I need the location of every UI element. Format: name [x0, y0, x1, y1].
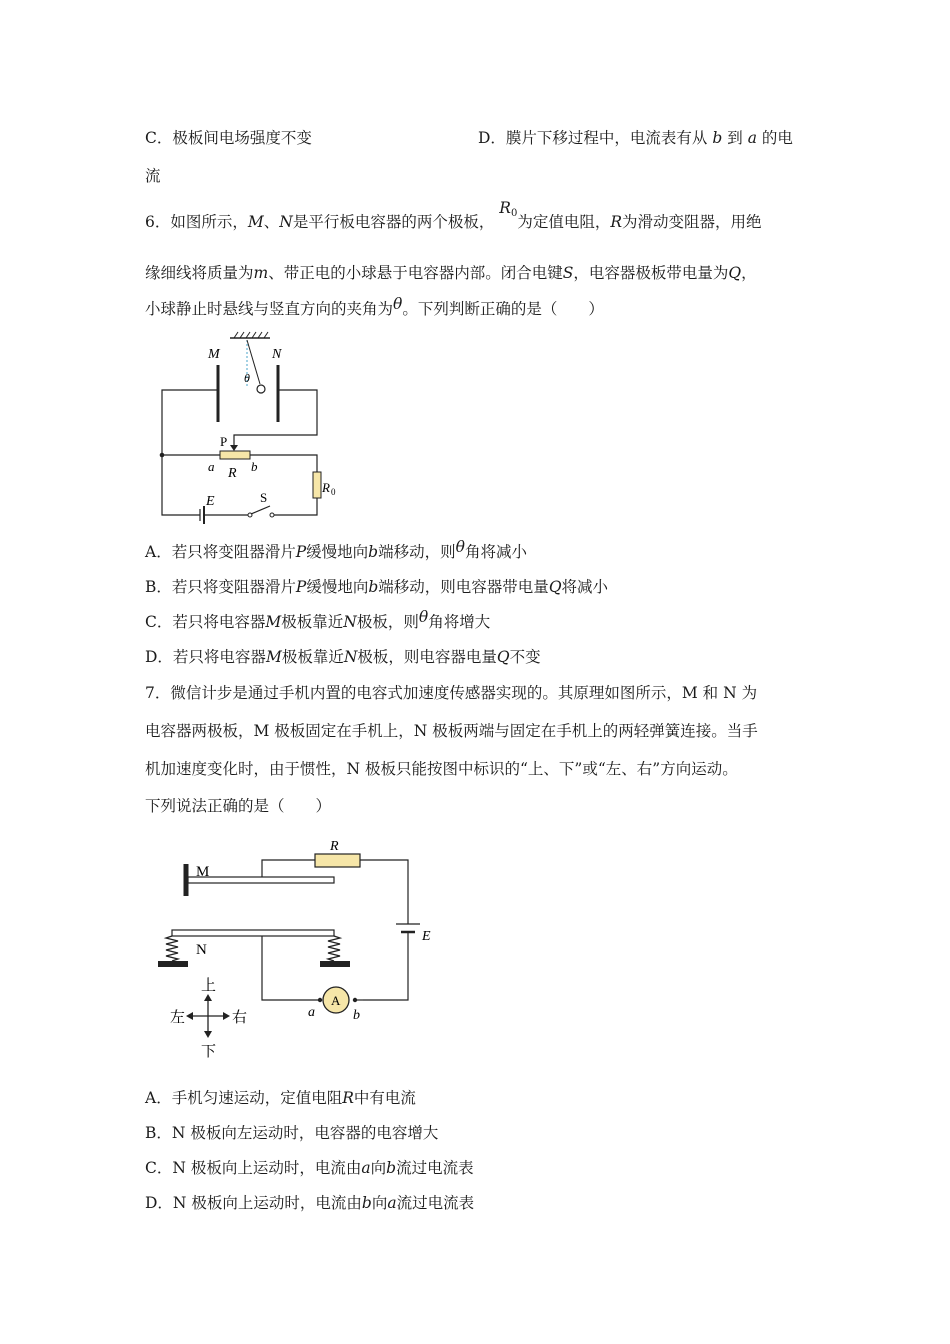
prev-option-c: C．极板间电场强度不变: [145, 129, 312, 147]
svg-text:R: R: [330, 839, 339, 854]
svg-text:R: R: [322, 480, 330, 495]
svg-text:下: 下: [201, 1044, 217, 1060]
svg-text:E: E: [206, 494, 215, 509]
q6-stem-line-2: 缘细线将质量为m、带正电的小球悬于电容器内部。闭合电键S，电容器极板带电量为Q，: [145, 264, 757, 282]
svg-text:E: E: [422, 929, 431, 944]
q7-stem-line-3: 机加速度变化时，由于惯性，N 极板只能按图中标识的“上、下”或“左、右”方向运动。: [145, 760, 738, 778]
svg-text:a: a: [308, 1005, 315, 1020]
q7-stem-line-2: 电容器两极板，M 极板固定在手机上，N 极板两端与固定在手机上的两轻弹簧连接。当手: [145, 722, 758, 740]
svg-text:M: M: [196, 864, 210, 880]
q7-sensor-diagram: [150, 832, 450, 1067]
svg-text:右: 右: [232, 1010, 248, 1026]
q7-option-c: C．N 极板向上运动时，电流由a向b流过电流表: [145, 1159, 474, 1177]
svg-text:上: 上: [201, 978, 217, 994]
svg-text:a: a: [208, 459, 215, 474]
svg-text:b: b: [251, 459, 258, 474]
q7-stem-line-1: 7．微信计步是通过手机内置的电容式加速度传感器实现的。其原理如图所示，M 和 N 为: [145, 684, 758, 702]
q6-stem-line-3: 小球静止时悬线与竖直方向的夹角为θ。下列判断正确的是（ ）: [145, 295, 604, 318]
q6-option-b: B．若只将变阻器滑片P缓慢地向b端移动，则电容器带电量Q将减小: [145, 578, 609, 596]
svg-text:R: R: [228, 466, 237, 481]
svg-text:0: 0: [331, 487, 336, 497]
svg-text:左: 左: [170, 1010, 186, 1026]
svg-text:N: N: [272, 347, 282, 362]
q6-r0-symbol: $R_0$: [499, 199, 518, 219]
q7-option-d: D．N 极板向上运动时，电流由b向a流过电流表: [145, 1194, 475, 1212]
svg-text:N: N: [196, 942, 207, 958]
prev-option-d: D．膜片下移过程中，电流表有从 b 到 a 的电: [478, 129, 793, 147]
svg-text:M: M: [208, 347, 220, 362]
q7-stem-line-4: 下列说法正确的是（ ）: [145, 797, 332, 815]
svg-text:P: P: [220, 434, 228, 449]
svg-text:b: b: [353, 1008, 360, 1023]
q7-option-b: B．N 极板向左运动时，电容器的电容增大: [145, 1124, 439, 1142]
svg-text:A: A: [331, 993, 341, 1008]
q7-option-a: A．手机匀速运动，定值电阻R中有电流: [145, 1089, 416, 1107]
q6-option-c: C．若只将电容器M极板靠近N极板，则θ角将增大: [145, 608, 491, 631]
q6-circuit-diagram: [150, 330, 350, 530]
q6-option-a: A．若只将变阻器滑片P缓慢地向b端移动，则θ角将减小: [145, 538, 527, 561]
svg-text:S: S: [260, 490, 268, 505]
q6-stem-line-1: 6．如图所示，M、N是平行板电容器的两个极板， $R_0$为定值电阻，R为滑动变阻器，用绝: [145, 199, 762, 231]
q6-option-d: D．若只将电容器M极板靠近N极板，则电容器电量Q不变: [145, 648, 541, 666]
svg-text:θ: θ: [244, 371, 250, 385]
prev-option-d-continued: 流: [145, 167, 161, 185]
